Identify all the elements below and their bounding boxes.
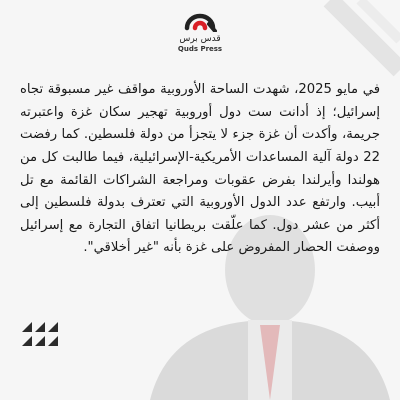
brand-name-english: Quds Press: [177, 45, 223, 53]
brand-logo: [176, 6, 224, 54]
quds-press-logo-icon: [183, 6, 217, 32]
brand-name-arabic: قدس برس: [179, 34, 221, 44]
article-body: في مايو 2025، شهدت الساحة الأوروبية مواقف غير مسبوقة تجاه إسرائيل؛ إذ أدانت ست دول أوروبية تهجير سكان غزة واعتبرته جريمة، وأكدت أن غزة جزء لا يتجزأ من دولة فلسطين. كما رفضت 22 دولة آلية المساعدات الأمريكية-الإسرائيلية، فيما طالبت كل من هولندا وأيرلندا بفرض عقوبات ومراجعة الشراكات القائمة مع تل أبيب. وارتفع عدد الدول الأوروبية التي تعترف بدولة فلسطين إلى أكثر من عشر دول. كما علّقت بريطانيا اتفاق التجارة مع إسرائيل ووصفت الحصار المفروض على غزة بأنه "غير أخلاقي".: [20, 82, 380, 256]
decorative-triangles-icon: [22, 322, 58, 348]
